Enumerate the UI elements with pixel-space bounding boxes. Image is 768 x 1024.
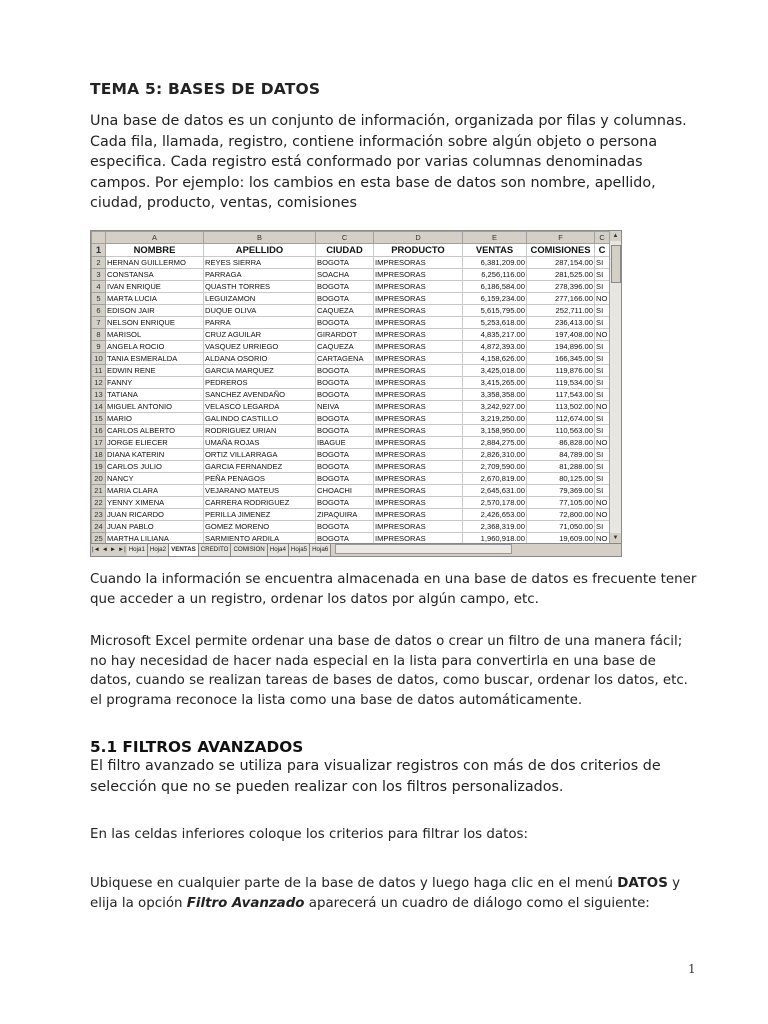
table-cell[interactable]: SI (595, 281, 610, 293)
table-cell[interactable]: SI (595, 461, 610, 473)
table-cell[interactable]: SI (595, 377, 610, 389)
table-cell[interactable]: 6,159,234.00 (463, 293, 527, 305)
table-cell[interactable]: SI (595, 257, 610, 269)
table-row (92, 461, 610, 473)
column-letter[interactable]: F (527, 232, 595, 244)
field-header-cell[interactable]: PRODUCTO (374, 244, 463, 257)
field-header-cell[interactable]: APELLIDO (204, 244, 316, 257)
table-row (92, 269, 610, 281)
table-cell[interactable]: IMPRESORAS (374, 377, 463, 389)
column-letter[interactable]: D (374, 232, 463, 244)
table-cell[interactable]: IMPRESORAS (374, 317, 463, 329)
row-number[interactable]: 3 (92, 269, 106, 281)
row-number[interactable]: 9 (92, 341, 106, 353)
table-cell[interactable]: IMPRESORAS (374, 473, 463, 485)
table-cell[interactable]: 6,381,209.00 (463, 257, 527, 269)
table-cell[interactable]: SI (595, 341, 610, 353)
table-cell[interactable]: RODRIGUEZ URIAN (204, 425, 316, 437)
table-cell[interactable]: IMPRESORAS (374, 389, 463, 401)
row-number[interactable]: 11 (92, 365, 106, 377)
table-cell[interactable]: SOACHA (316, 269, 374, 281)
table-cell[interactable]: SI (595, 353, 610, 365)
table-cell[interactable]: PEÑA PENAGOS (204, 473, 316, 485)
table-cell[interactable]: CAQUEZA (316, 341, 374, 353)
row-number[interactable]: 21 (92, 485, 106, 497)
table-cell[interactable]: IMPRESORAS (374, 521, 463, 533)
table-cell[interactable]: 119,534.00 (527, 377, 595, 389)
page-number: 1 (688, 962, 696, 976)
table-cell[interactable]: 2,826,310.00 (463, 449, 527, 461)
table-cell[interactable]: IMPRESORAS (374, 449, 463, 461)
table-row (92, 413, 610, 425)
table-cell[interactable]: IMPRESORAS (374, 293, 463, 305)
table-cell[interactable]: SI (595, 317, 610, 329)
table-cell[interactable]: VASQUEZ URRIEGO (204, 341, 316, 353)
table-cell[interactable]: ZIPAQUIRA (316, 509, 374, 521)
table-cell[interactable]: CARTAGENA (316, 353, 374, 365)
table-cell[interactable]: ALDANA OSORIO (204, 353, 316, 365)
table-cell[interactable]: IMPRESORAS (374, 437, 463, 449)
table-cell[interactable]: IBAGUE (316, 437, 374, 449)
tab-nav-icon[interactable]: |◄ (92, 546, 100, 553)
table-cell[interactable]: 79,369.00 (527, 485, 595, 497)
table-cell[interactable]: VELASCO LEGARDA (204, 401, 316, 413)
table-cell[interactable]: 5,615,795.00 (463, 305, 527, 317)
table-cell[interactable]: BOGOTA (316, 317, 374, 329)
row-number[interactable]: 20 (92, 473, 106, 485)
table-cell[interactable]: 2,645,631.00 (463, 485, 527, 497)
table-cell[interactable]: IMPRESORAS (374, 413, 463, 425)
scroll-down-icon[interactable]: ▼ (610, 533, 621, 543)
scroll-thumb[interactable] (611, 245, 621, 283)
column-letter-row (92, 232, 610, 244)
table-cell[interactable]: BOGOTA (316, 413, 374, 425)
table-cell[interactable]: SI (595, 473, 610, 485)
table-cell[interactable]: BOGOTA (316, 389, 374, 401)
table-cell[interactable]: CARRERA RODRIGUEZ (204, 497, 316, 509)
table-cell[interactable]: IMPRESORAS (374, 401, 463, 413)
table-cell[interactable]: TATIANA (106, 389, 204, 401)
table-row (92, 401, 610, 413)
table-row (92, 425, 610, 437)
horizontal-scrollbar[interactable] (335, 544, 512, 554)
tab-nav-icon[interactable]: ►| (117, 546, 126, 553)
table-cell[interactable]: YENNY XIMENA (106, 497, 204, 509)
table-cell[interactable]: BOGOTA (316, 473, 374, 485)
table-row (92, 317, 610, 329)
table-cell[interactable]: IMPRESORAS (374, 341, 463, 353)
table-cell[interactable]: 19,609.00 (527, 533, 595, 545)
page-title: TEMA 5: BASES DE DATOS (90, 80, 321, 98)
row-number[interactable]: 12 (92, 377, 106, 389)
table-cell[interactable]: ANGELA ROCIO (106, 341, 204, 353)
table-cell[interactable]: EDWIN RENE (106, 365, 204, 377)
table-row (92, 293, 610, 305)
row-number[interactable]: 2 (92, 257, 106, 269)
table-cell[interactable]: 2,670,819.00 (463, 473, 527, 485)
table-cell[interactable]: CARLOS ALBERTO (106, 425, 204, 437)
table-cell[interactable]: SI (595, 485, 610, 497)
table-cell[interactable]: NO (595, 329, 610, 341)
table-cell[interactable]: BOGOTA (316, 377, 374, 389)
table-cell[interactable]: 2,426,653.00 (463, 509, 527, 521)
table-cell[interactable]: 252,711.00 (527, 305, 595, 317)
table-cell[interactable]: 112,674.00 (527, 413, 595, 425)
table-cell[interactable]: MARISOL (106, 329, 204, 341)
table-row (92, 521, 610, 533)
table-cell[interactable]: BOGOTA (316, 281, 374, 293)
table-cell[interactable]: 277,166.00 (527, 293, 595, 305)
table-cell[interactable]: 4,158,626.00 (463, 353, 527, 365)
table-cell[interactable]: SI (595, 521, 610, 533)
table-cell[interactable]: CONSTANSA (106, 269, 204, 281)
table-cell[interactable]: NO (595, 497, 610, 509)
table-cell[interactable]: BOGOTA (316, 257, 374, 269)
table-cell[interactable]: GARCIA FERNANDEZ (204, 461, 316, 473)
scroll-up-icon[interactable]: ▲ (610, 231, 621, 241)
table-cell[interactable]: SI (595, 269, 610, 281)
table-cell[interactable]: UMAÑA ROJAS (204, 437, 316, 449)
table-cell[interactable]: 2,709,590.00 (463, 461, 527, 473)
table-cell[interactable]: REYES SIERRA (204, 257, 316, 269)
table-cell[interactable]: 117,543.00 (527, 389, 595, 401)
sheet-tab[interactable]: Hoja6 (310, 544, 331, 556)
table-cell[interactable]: IMPRESORAS (374, 329, 463, 341)
tab-nav-icon[interactable]: ► (109, 546, 116, 553)
table-cell[interactable]: BOGOTA (316, 449, 374, 461)
table-row (92, 365, 610, 377)
column-letter[interactable]: C (316, 232, 374, 244)
table-cell[interactable]: 278,396.00 (527, 281, 595, 293)
table-cell[interactable]: NANCY (106, 473, 204, 485)
table-cell[interactable]: BOGOTA (316, 461, 374, 473)
paragraph-criteria: En las celdas inferiores coloque los criterios para filtrar los datos: (90, 827, 529, 842)
table-cell[interactable]: FANNY (106, 377, 204, 389)
sheet-tab[interactable]: VENTAS (169, 544, 199, 556)
table-cell[interactable]: GARCIA MARQUEZ (204, 365, 316, 377)
table-row (92, 485, 610, 497)
table-cell[interactable]: 1,960,918.00 (463, 533, 527, 545)
table-row (92, 257, 610, 269)
table-cell[interactable]: CAQUEZA (316, 305, 374, 317)
table-cell[interactable]: 3,415,265.00 (463, 377, 527, 389)
paragraph-access: Cuando la información se encuentra almacenada en una base de datos es frecuente tener que acceder a un registro, ordenar los datos por algún campo, etc. (90, 572, 697, 607)
table-cell[interactable]: PARRA (204, 317, 316, 329)
sheet-tab[interactable]: Hoja1 (127, 544, 148, 556)
paragraph-filter: El filtro avanzado se utiliza para visualizar registros con más de dos criterios de selección que no se pueden realizar con los filtros personalizados. (90, 758, 661, 795)
section-heading: 5.1 FILTROS AVANZADOS (90, 738, 304, 756)
table-row (92, 497, 610, 509)
table-cell[interactable]: NEIVA (316, 401, 374, 413)
table-cell[interactable]: NO (595, 509, 610, 521)
table-cell[interactable]: IMPRESORAS (374, 281, 463, 293)
table-cell[interactable]: 2,368,319.00 (463, 521, 527, 533)
table-cell[interactable]: IMPRESORAS (374, 497, 463, 509)
table-cell[interactable]: BOGOTA (316, 425, 374, 437)
table-cell[interactable]: JUAN PABLO (106, 521, 204, 533)
table-row (92, 449, 610, 461)
table-cell[interactable]: JORGE ELIECER (106, 437, 204, 449)
field-header-cell[interactable]: COMISIONES (527, 244, 595, 257)
table-cell[interactable]: SI (595, 449, 610, 461)
table-cell[interactable]: 113,502.00 (527, 401, 595, 413)
table-cell[interactable]: 2,570,178.00 (463, 497, 527, 509)
table-cell[interactable]: IMPRESORAS (374, 257, 463, 269)
column-letter[interactable]: B (204, 232, 316, 244)
row-number[interactable]: 8 (92, 329, 106, 341)
table-cell[interactable]: BOGOTA (316, 497, 374, 509)
table-cell[interactable]: GIRARDOT (316, 329, 374, 341)
table-cell[interactable]: 6,186,584.00 (463, 281, 527, 293)
table-cell[interactable]: 194,896.00 (527, 341, 595, 353)
sheet-tab[interactable]: CREDITO (199, 544, 232, 556)
spreadsheet-image (90, 230, 622, 557)
table-cell[interactable]: 197,408.00 (527, 329, 595, 341)
table-cell[interactable]: IMPRESORAS (374, 533, 463, 545)
column-letter[interactable]: A (106, 232, 204, 244)
table-cell[interactable]: SI (595, 365, 610, 377)
table-cell[interactable]: SI (595, 425, 610, 437)
table-row (92, 473, 610, 485)
menu-datos: DATOS (617, 876, 668, 891)
select-all-corner[interactable] (92, 232, 106, 244)
table-cell[interactable]: MIGUEL ANTONIO (106, 401, 204, 413)
table-cell[interactable]: HERNAN GUILLERMO (106, 257, 204, 269)
sheet-tab-bar (91, 543, 621, 556)
table-row (92, 353, 610, 365)
table-cell[interactable]: VEJARANO MATEUS (204, 485, 316, 497)
table-cell[interactable]: 4,835,217.00 (463, 329, 527, 341)
table-cell[interactable]: 86,828.00 (527, 437, 595, 449)
table-cell[interactable]: JUAN RICARDO (106, 509, 204, 521)
table-cell[interactable]: BOGOTA (316, 293, 374, 305)
table-cell[interactable]: IMPRESORAS (374, 425, 463, 437)
table-cell[interactable]: DIANA KATERIN (106, 449, 204, 461)
row-number[interactable]: 13 (92, 389, 106, 401)
row-number[interactable]: 16 (92, 425, 106, 437)
table-cell[interactable]: SANCHEZ AVENDAÑO (204, 389, 316, 401)
row-number[interactable]: 25 (92, 533, 106, 545)
table-row (92, 437, 610, 449)
sheet-tab[interactable]: Hoja4 (268, 544, 289, 556)
table-cell[interactable]: 3,358,358.00 (463, 389, 527, 401)
column-letter[interactable]: E (463, 232, 527, 244)
table-cell[interactable]: GOMEZ MORENO (204, 521, 316, 533)
table-cell[interactable]: 71,050.00 (527, 521, 595, 533)
table-cell[interactable]: 72,800.00 (527, 509, 595, 521)
table-cell[interactable]: IMPRESORAS (374, 485, 463, 497)
paragraph-excel: Microsoft Excel permite ordenar una base de datos o crear un filtro de una manera fácil; no hay necesidad de hacer nada especial en la lista para convertirla en una base de datos, cuando se realizan tareas de bases de datos, como buscar, ordenar los datos, etc. el programa reconoce la lista como una base de datos automáticamente. (90, 634, 688, 708)
table-cell[interactable]: 3,219,250.00 (463, 413, 527, 425)
table-cell[interactable]: CARLOS JULIO (106, 461, 204, 473)
field-header-row (92, 244, 610, 257)
instructions-text-1: Ubiquese en cualquier parte de la base de datos y luego haga clic en el menú (90, 876, 618, 891)
instructions-text-2: y elija la opción (90, 876, 681, 911)
row-number[interactable]: 17 (92, 437, 106, 449)
row-number[interactable]: 10 (92, 353, 106, 365)
table-cell[interactable]: IMPRESORAS (374, 365, 463, 377)
table-cell[interactable]: NO (595, 533, 610, 545)
table-row (92, 389, 610, 401)
table-cell[interactable]: BOGOTA (316, 365, 374, 377)
table-cell[interactable]: BOGOTA (316, 521, 374, 533)
table-cell[interactable]: PARRAGA (204, 269, 316, 281)
table-cell[interactable]: 2,884,275.00 (463, 437, 527, 449)
table-row (92, 281, 610, 293)
table-cell[interactable]: SI (595, 389, 610, 401)
instructions-text-3: aparecerá un cuadro de diálogo como el siguiente: (304, 895, 650, 911)
table-cell[interactable]: 4,872,393.00 (463, 341, 527, 353)
field-header-cell[interactable]: VENTAS (463, 244, 527, 257)
table-cell[interactable]: LEGUIZAMON (204, 293, 316, 305)
table-cell[interactable]: PEDREROS (204, 377, 316, 389)
table-cell[interactable]: 110,563.00 (527, 425, 595, 437)
option-filtro-avanzado: Filtro Avanzado (186, 895, 305, 911)
table-cell[interactable]: IMPRESORAS (374, 353, 463, 365)
table-cell[interactable]: EDISON JAIR (106, 305, 204, 317)
sheet-tab[interactable]: Hoja2 (148, 544, 169, 556)
table-cell[interactable]: MARIO (106, 413, 204, 425)
table-cell[interactable]: MARTHA LILIANA (106, 533, 204, 545)
row-number[interactable]: 14 (92, 401, 106, 413)
table-cell[interactable]: NO (595, 437, 610, 449)
sheet-tab[interactable]: Hoja5 (289, 544, 310, 556)
table-cell[interactable]: 77,105.00 (527, 497, 595, 509)
table-row (92, 329, 610, 341)
table-cell[interactable]: 81,288.00 (527, 461, 595, 473)
table-cell[interactable]: 281,525.00 (527, 269, 595, 281)
table-cell[interactable]: 80,125.00 (527, 473, 595, 485)
table-cell[interactable]: SI (595, 305, 610, 317)
paragraph-instructions (90, 874, 690, 913)
table-cell[interactable]: CHOACHI (316, 485, 374, 497)
sheet-tab[interactable]: COMISION (231, 544, 267, 556)
table-cell[interactable]: 119,876.00 (527, 365, 595, 377)
table-cell[interactable]: PERILLA JIMENEZ (204, 509, 316, 521)
table-cell[interactable]: 5,253,618.00 (463, 317, 527, 329)
table-cell[interactable]: BOGOTA (316, 533, 374, 545)
table-cell[interactable]: 6,256,116.00 (463, 269, 527, 281)
table-cell[interactable]: IMPRESORAS (374, 269, 463, 281)
table-cell[interactable]: SARMIENTO ARDILA (204, 533, 316, 545)
table-cell[interactable]: 3,425,018.00 (463, 365, 527, 377)
field-header-cell[interactable]: C (595, 244, 610, 257)
table-row (92, 509, 610, 521)
column-letter[interactable]: C (595, 232, 610, 244)
table-row (92, 377, 610, 389)
table-row (92, 341, 610, 353)
row-number[interactable]: 4 (92, 281, 106, 293)
table-cell[interactable]: NELSON ENRIQUE (106, 317, 204, 329)
table-cell[interactable]: NO (595, 293, 610, 305)
intro-paragraph: Una base de datos es un conjunto de información, organizada por filas y columnas. Cada fila, llamada, registro, contiene información sobre algún objeto o persona especifica. Cada registro está conformado por varias columnas denominadas campos. Por ejemplo: los cambios en esta base de datos son nombre, apellido, ciudad, producto, ventas, comisiones (90, 113, 687, 211)
table-cell[interactable]: IMPRESORAS (374, 461, 463, 473)
row-number[interactable]: 6 (92, 305, 106, 317)
row-number[interactable]: 1 (92, 244, 106, 257)
row-number[interactable]: 7 (92, 317, 106, 329)
table-cell[interactable]: MARTA LUCIA (106, 293, 204, 305)
row-number[interactable]: 15 (92, 413, 106, 425)
table-cell[interactable]: GALINDO CASTILLO (204, 413, 316, 425)
field-header-cell[interactable]: CIUDAD (316, 244, 374, 257)
row-number[interactable]: 5 (92, 293, 106, 305)
table-cell[interactable]: 166,345.00 (527, 353, 595, 365)
table-row (92, 305, 610, 317)
table-cell[interactable]: 3,158,950.00 (463, 425, 527, 437)
table-cell[interactable]: ORTIZ VILLARRAGA (204, 449, 316, 461)
table-cell[interactable]: IMPRESORAS (374, 509, 463, 521)
table-cell[interactable]: SI (595, 413, 610, 425)
row-number[interactable]: 19 (92, 461, 106, 473)
table-cell[interactable]: 3,242,927.00 (463, 401, 527, 413)
tab-nav-icon[interactable]: ◄ (101, 546, 108, 553)
table-cell[interactable]: CRUZ AGUILAR (204, 329, 316, 341)
table-cell[interactable]: 84,789.00 (527, 449, 595, 461)
table-cell[interactable]: 287,154.00 (527, 257, 595, 269)
table-cell[interactable]: MARIA CLARA (106, 485, 204, 497)
table-cell[interactable]: 236,413.00 (527, 317, 595, 329)
field-header-cell[interactable]: NOMBRE (106, 244, 204, 257)
table-cell[interactable]: QUASTH TORRES (204, 281, 316, 293)
row-number[interactable]: 24 (92, 521, 106, 533)
table-cell[interactable]: TANIA ESMERALDA (106, 353, 204, 365)
table-cell[interactable]: DUQUE OLIVA (204, 305, 316, 317)
spreadsheet-table (91, 231, 610, 545)
table-cell[interactable]: IVAN ENRIQUE (106, 281, 204, 293)
table-cell[interactable]: IMPRESORAS (374, 305, 463, 317)
row-number[interactable]: 22 (92, 497, 106, 509)
row-number[interactable]: 18 (92, 449, 106, 461)
vertical-scrollbar[interactable] (609, 231, 621, 543)
row-number[interactable]: 23 (92, 509, 106, 521)
table-cell[interactable]: NO (595, 401, 610, 413)
